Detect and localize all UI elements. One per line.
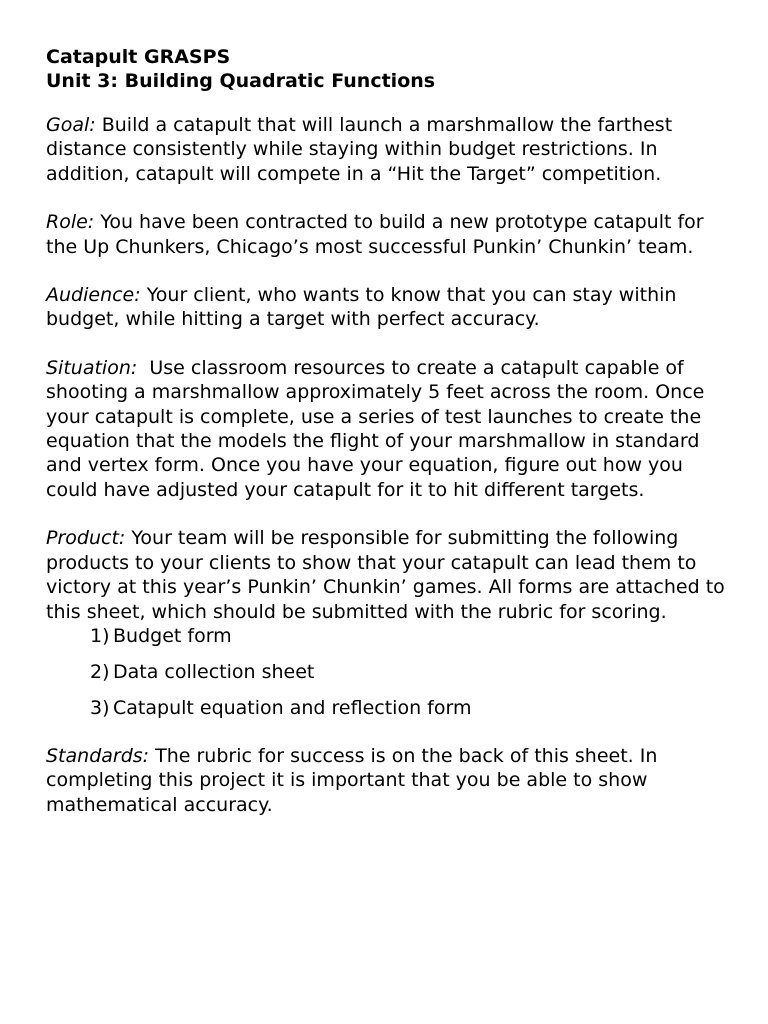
situation-section — [46, 356, 736, 502]
goal-text: Build a catapult that will launch a marshmallow the farthest distance consistently while staying within budget restrictions. In addition, catapult will compete in a “Hit the Target” competition. — [46, 114, 673, 185]
audience-label: Audience: — [46, 284, 141, 307]
list-item-number: 1) — [90, 624, 110, 647]
role-label: Role: — [46, 211, 95, 234]
document-title: Catapult GRASPS — [46, 46, 231, 68]
document-page — [46, 45, 736, 817]
standards-label: Standards: — [46, 744, 150, 767]
document-subtitle: Unit 3: Building Quadratic Functions — [46, 70, 436, 92]
list-item — [46, 660, 736, 684]
situation-label: Situation: — [46, 356, 138, 379]
product-label: Product: — [46, 527, 126, 550]
standards-text: The rubric for success is on the back of this sheet. In completing this project it is important that you be able to show mathematical accuracy. — [46, 744, 658, 816]
list-item-number: 3) — [90, 696, 110, 719]
product-section — [46, 526, 736, 624]
goal-label: Goal: — [46, 114, 96, 136]
list-item-number: 2) — [90, 660, 110, 683]
role-section — [46, 210, 736, 259]
list-item-label: Catapult equation and reflection form — [113, 696, 472, 719]
audience-text: Your client, who wants to know that you can stay within budget, while hitting a target with perfect accuracy. — [46, 284, 677, 331]
audience-section — [46, 283, 736, 332]
product-text: Your team will be responsible for submitting the following products to your clients to show that your catapult can lead them to victory at this year’s Punkin’ Chunkin’ games. All forms are attached to this sheet, which should be submitted with the rubric for scoring. — [46, 527, 725, 623]
product-list — [46, 624, 736, 720]
standards-section — [46, 744, 736, 817]
role-text: You have been contracted to build a new prototype catapult for the Up Chunkers, Chicago’s most successful Punkin’ Chunkin’ team. — [46, 211, 704, 258]
list-item-label: Data collection sheet — [113, 660, 315, 683]
list-item-label: Budget form — [113, 624, 232, 647]
situation-text: Use classroom resources to create a catapult capable of shooting a marshmallow approximately 5 feet across the room. Once your catapult is complete, use a series of test launches to create the equation that the models the flight of your marshmallow in standard and vertex form. Once you have your equation, figure out how you could have adjusted your catapult for it to hit different targets. — [46, 356, 711, 501]
list-item — [46, 696, 736, 720]
goal-section — [46, 113, 736, 186]
list-item — [46, 624, 736, 648]
